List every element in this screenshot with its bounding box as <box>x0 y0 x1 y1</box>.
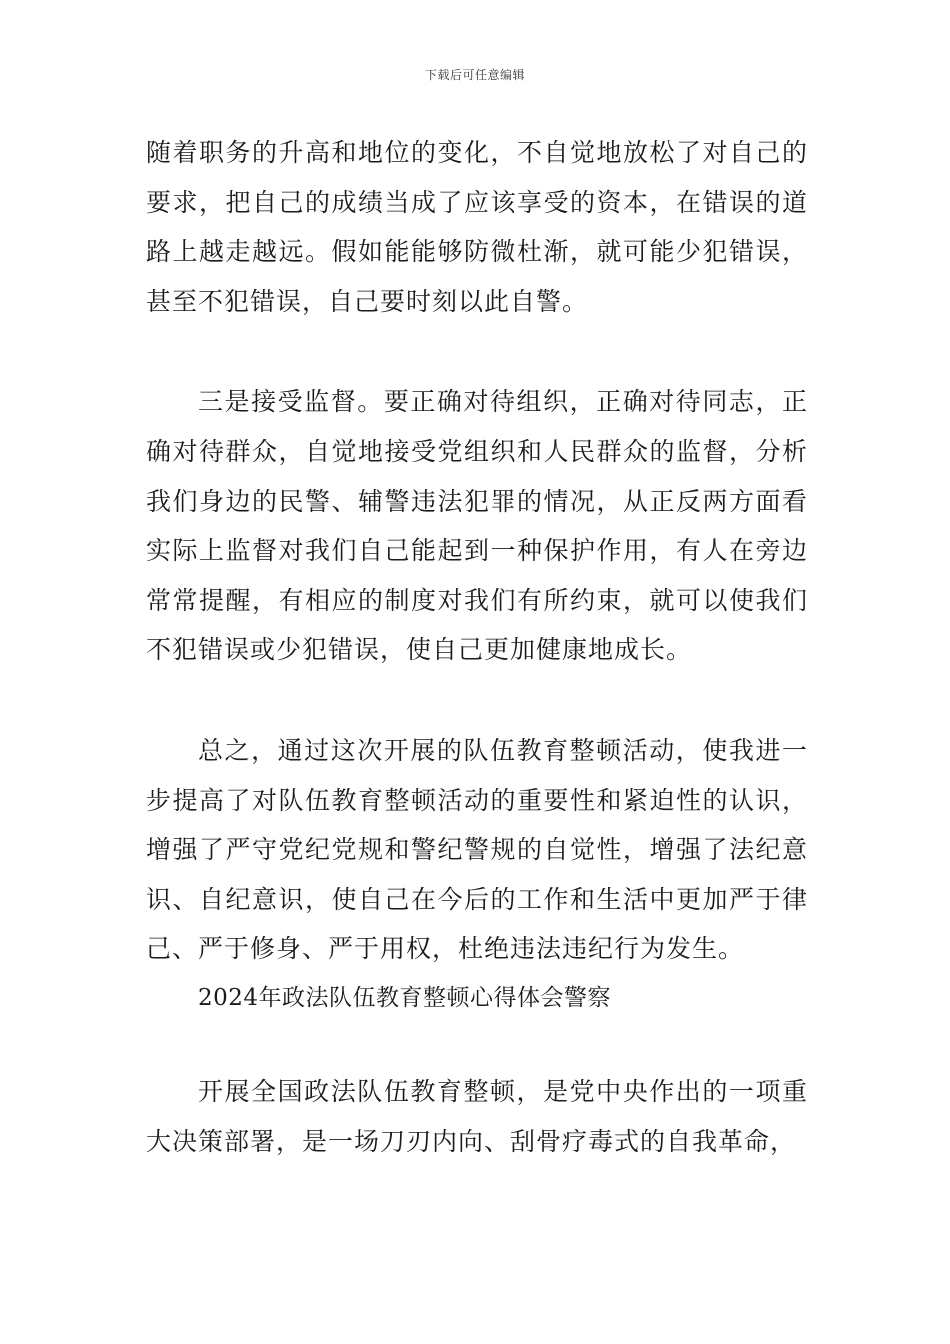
paragraph-summary: 总之，通过这次开展的队伍教育整顿活动，使我进一步提高了对队伍教育整顿活动的重要性和紧迫性的认识，增强了严守党纪党规和警纪警规的自觉性，增强了法纪意识、自纪意识，使自己在今后的工作和生活中更加严于律己、严于修身、严于用权，杜绝违法违纪行为发生。 <box>146 735 808 964</box>
paragraph-supervision: 三是接受监督。要正确对待组织，正确对待同志，正确对待群众，自觉地接受党组织和人民群众的监督，分析我们身边的民警、辅警违法犯罪的情况，从正反两方面看实际上监督对我们自己能起到一种保护作用，有人在旁边常常提醒，有相应的制度对我们有所约束，就可以使我们不犯错误或少犯错误，使自己更加健康地成长。 <box>146 387 808 665</box>
paragraph-new-section-intro: 开展全国政法队伍教育整顿，是党中央作出的一项重大决策部署，是一场刀刃内向、刮骨疗毒式的自我革命， <box>146 1076 808 1156</box>
paragraph-continuation: 随着职务的升高和地位的变化，不自觉地放松了对自己的要求，把自己的成绩当成了应该享受的资本，在错误的道路上越走越远。假如能能够防微杜渐，就可能少犯错误，甚至不犯错误，自己要时刻以此自警。 <box>146 138 808 316</box>
page-header-note: 下载后可任意编辑 <box>424 68 525 82</box>
document-body <box>146 128 808 1166</box>
section-title: 2024年政法队伍教育整顿心得体会警察 <box>198 984 612 1011</box>
